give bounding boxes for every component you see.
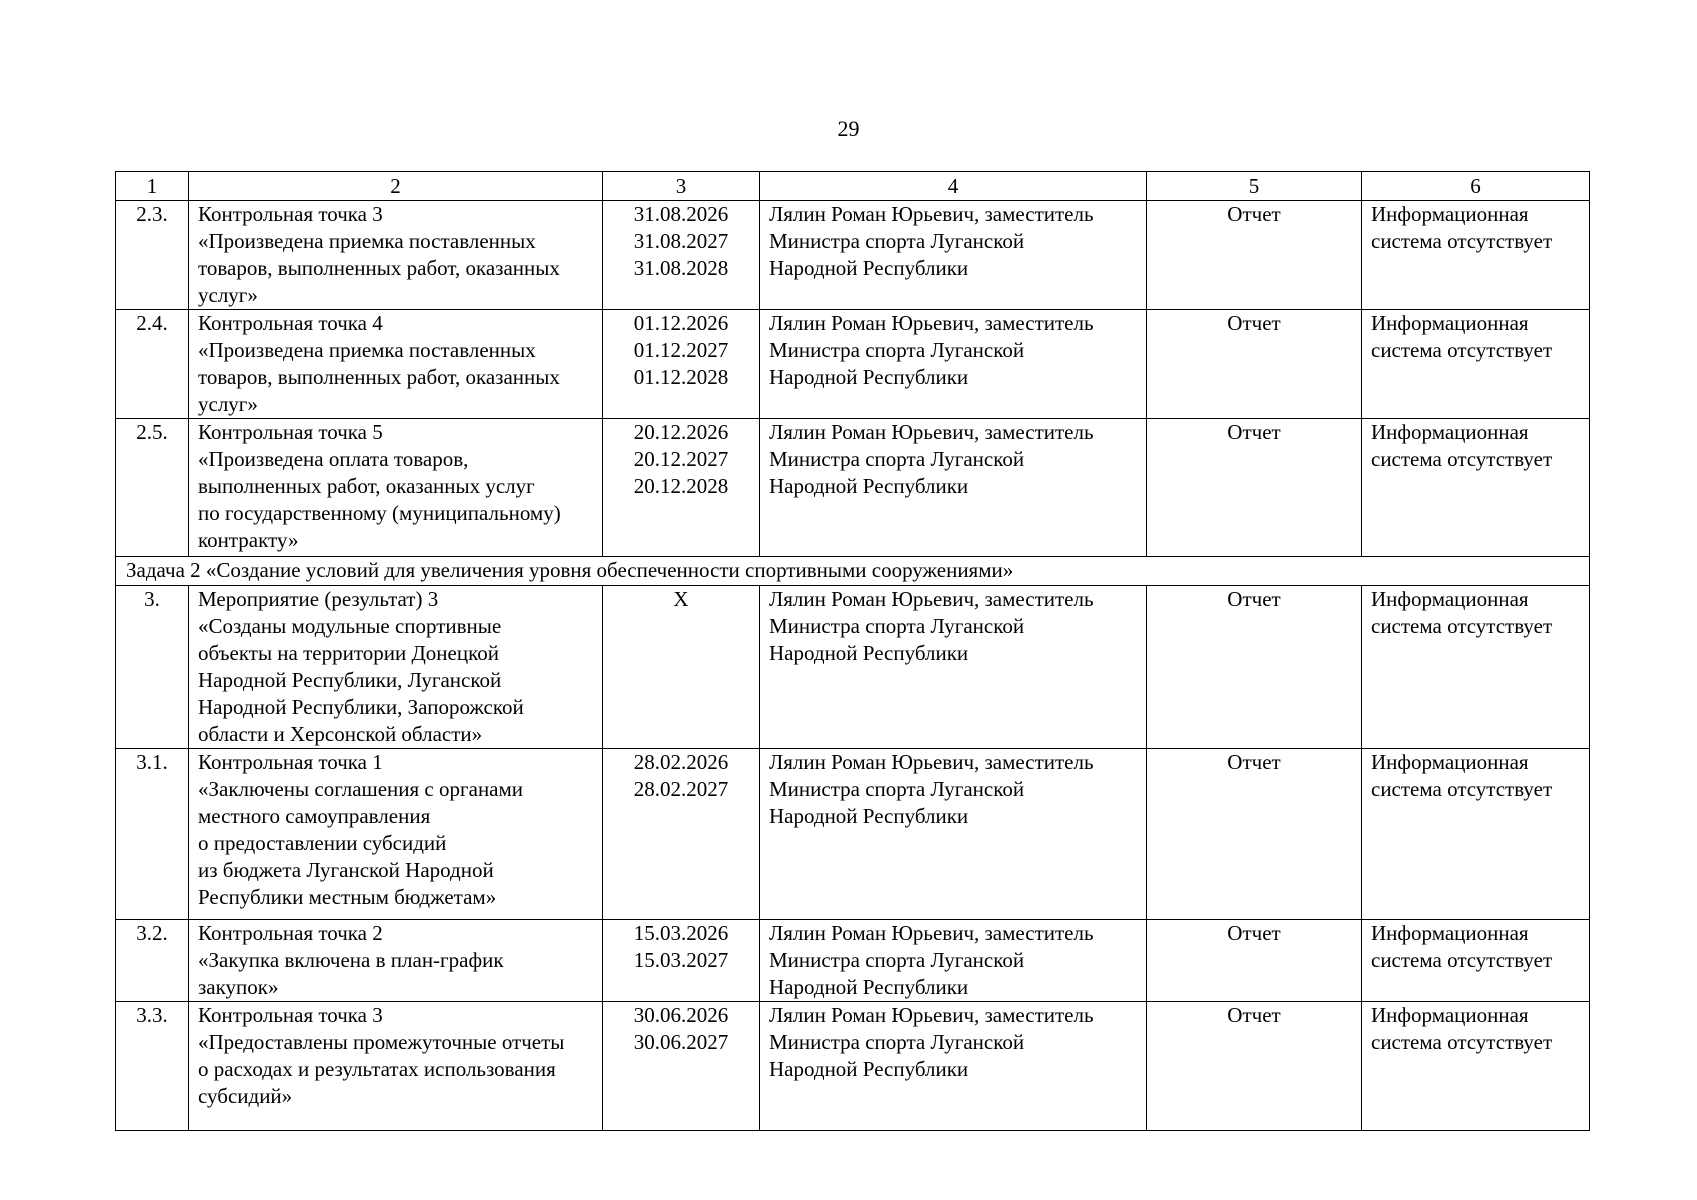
column-header: 6	[1362, 172, 1590, 201]
information-system-line: Информационная	[1371, 202, 1529, 226]
table-row	[116, 310, 1590, 419]
deadline-date: 20.12.2026	[633, 420, 729, 444]
deadline-date: 30.06.2026	[633, 1003, 729, 1027]
information-system-line: Информационная	[1371, 311, 1529, 335]
event-title-line: контракту»	[198, 528, 299, 552]
responsible-line: Лялин Роман Юрьевич, заместитель	[769, 750, 1094, 774]
deadline-date: 01.12.2026	[633, 311, 729, 335]
event-title	[189, 586, 603, 749]
document-type: Отчет	[1147, 920, 1362, 1002]
document-type: Отчет	[1147, 749, 1362, 920]
event-title-line: объекты на территории Донецкой	[198, 641, 499, 665]
deadline-dates	[603, 1002, 760, 1131]
event-title-line: субсидий»	[198, 1084, 293, 1108]
event-title-line: о расходах и результатах использования	[198, 1057, 556, 1081]
responsible-line: Министра спорта Луганской	[769, 777, 1025, 801]
event-title-line: закупок»	[198, 975, 279, 999]
information-system-line: система отсутствует	[1371, 948, 1553, 972]
event-title-line: о предоставлении субсидий	[198, 831, 447, 855]
information-system-line: система отсутствует	[1371, 777, 1553, 801]
information-system	[1362, 749, 1590, 920]
event-title-line: «Произведена приемка поставленных	[198, 338, 536, 362]
event-title-line: «Произведена оплата товаров,	[198, 447, 469, 471]
event-title-line: Народной Республики, Луганской	[198, 668, 502, 692]
row-number: 2.4.	[116, 310, 189, 419]
deadline-dates	[603, 201, 760, 310]
deadline-date: 28.02.2026	[633, 750, 729, 774]
responsible-person	[760, 310, 1147, 419]
responsible-line: Министра спорта Луганской	[769, 229, 1025, 253]
event-title	[189, 310, 603, 419]
information-system-line: Информационная	[1371, 921, 1529, 945]
information-system-line: система отсутствует	[1371, 229, 1553, 253]
responsible-person	[760, 201, 1147, 310]
event-title-line: товаров, выполненных работ, оказанных	[198, 365, 560, 389]
responsible-line: Лялин Роман Юрьевич, заместитель	[769, 921, 1094, 945]
responsible-line: Народной Республики	[769, 641, 969, 665]
row-number: 3.1.	[116, 749, 189, 920]
event-title-line: Контрольная точка 3	[198, 1003, 383, 1027]
responsible-person	[760, 1002, 1147, 1131]
document-type: Отчет	[1147, 586, 1362, 749]
information-system-line: система отсутствует	[1371, 1030, 1553, 1054]
responsible-line: Народной Республики	[769, 256, 969, 280]
event-title-line: Мероприятие (результат) 3	[198, 587, 439, 611]
event-title-line: услуг»	[198, 392, 258, 416]
responsible-line: Министра спорта Луганской	[769, 614, 1025, 638]
event-title-line: Народной Республики, Запорожской	[198, 695, 524, 719]
row-number: 2.5.	[116, 419, 189, 557]
document-type: Отчет	[1147, 419, 1362, 557]
deadline-date: 31.08.2027	[633, 229, 729, 253]
responsible-line: Министра спорта Луганской	[769, 1030, 1025, 1054]
responsible-line: Министра спорта Луганской	[769, 338, 1025, 362]
information-system	[1362, 201, 1590, 310]
event-title-line: Контрольная точка 2	[198, 921, 383, 945]
responsible-line: Лялин Роман Юрьевич, заместитель	[769, 420, 1094, 444]
event-title-line: Республики местным бюджетам»	[198, 885, 497, 909]
event-title-line: Контрольная точка 5	[198, 420, 383, 444]
event-title-line: Контрольная точка 4	[198, 311, 383, 335]
column-header: 2	[189, 172, 603, 201]
event-title	[189, 920, 603, 1002]
event-title-line: «Предоставлены промежуточные отчеты	[198, 1030, 565, 1054]
deadline-dates	[603, 419, 760, 557]
deadline-dates	[603, 310, 760, 419]
event-title-line: местного самоуправления	[198, 804, 431, 828]
table-row	[116, 201, 1590, 310]
event-title-line: по государственному (муниципальному)	[198, 501, 561, 525]
header-row	[116, 172, 1590, 201]
deadline-date: 20.12.2027	[633, 447, 729, 471]
task-row	[116, 557, 1590, 586]
event-title-line: товаров, выполненных работ, оказанных	[198, 256, 560, 280]
document-type: Отчет	[1147, 1002, 1362, 1131]
responsible-line: Народной Республики	[769, 365, 969, 389]
deadline-date: 01.12.2027	[633, 338, 729, 362]
responsible-line: Народной Республики	[769, 804, 969, 828]
responsible-line: Лялин Роман Юрьевич, заместитель	[769, 311, 1094, 335]
deadline-date: 01.12.2028	[633, 365, 729, 389]
deadline-date: 15.03.2027	[633, 948, 729, 972]
event-title	[189, 201, 603, 310]
column-header: 5	[1147, 172, 1362, 201]
responsible-person	[760, 749, 1147, 920]
information-system-line: система отсутствует	[1371, 447, 1553, 471]
row-number: 3.2.	[116, 920, 189, 1002]
responsible-person	[760, 920, 1147, 1002]
information-system	[1362, 419, 1590, 557]
event-title	[189, 1002, 603, 1131]
task-title: Задача 2 «Создание условий для увеличения уровня обеспеченности спортивными сооружениями»	[116, 557, 1590, 586]
event-title-line: «Произведена приемка поставленных	[198, 229, 536, 253]
responsible-line: Народной Республики	[769, 474, 969, 498]
table-row	[116, 749, 1590, 920]
row-number: 2.3.	[116, 201, 189, 310]
event-title-line: «Закупка включена в план-график	[198, 948, 504, 972]
information-system-line: Информационная	[1371, 750, 1529, 774]
information-system	[1362, 586, 1590, 749]
column-header: 1	[116, 172, 189, 201]
information-system-line: система отсутствует	[1371, 338, 1553, 362]
page-number: 29	[837, 116, 860, 141]
row-number: 3.	[116, 586, 189, 749]
deadline-date: 28.02.2027	[633, 777, 729, 801]
event-title-line: «Созданы модульные спортивные	[198, 614, 502, 638]
table-row	[116, 1002, 1590, 1131]
event-title	[189, 419, 603, 557]
information-system-line: Информационная	[1371, 587, 1529, 611]
event-title	[189, 749, 603, 920]
responsible-line: Министра спорта Луганской	[769, 948, 1025, 972]
responsible-line: Лялин Роман Юрьевич, заместитель	[769, 202, 1094, 226]
information-system-line: Информационная	[1371, 420, 1529, 444]
event-title-line: выполненных работ, оказанных услуг	[198, 474, 535, 498]
event-title-line: Контрольная точка 1	[198, 750, 383, 774]
event-title-line: области и Херсонской области»	[198, 722, 483, 746]
responsible-line: Лялин Роман Юрьевич, заместитель	[769, 587, 1094, 611]
event-title-line: Контрольная точка 3	[198, 202, 383, 226]
responsible-person	[760, 419, 1147, 557]
column-header: 3	[603, 172, 760, 201]
deadline-dates	[603, 749, 760, 920]
deadline-dates	[603, 920, 760, 1002]
information-system	[1362, 1002, 1590, 1131]
deadline-date: 15.03.2026	[633, 921, 729, 945]
deadline-date: 31.08.2028	[633, 256, 729, 280]
deadline-dates	[603, 586, 760, 749]
event-title-line: «Заключены соглашения с органами	[198, 777, 524, 801]
document-type: Отчет	[1147, 201, 1362, 310]
information-system	[1362, 310, 1590, 419]
information-system-line: Информационная	[1371, 1003, 1529, 1027]
deadline-date: 31.08.2026	[633, 202, 729, 226]
information-system	[1362, 920, 1590, 1002]
responsible-line: Министра спорта Луганской	[769, 447, 1025, 471]
column-header: 4	[760, 172, 1147, 201]
responsible-line: Лялин Роман Юрьевич, заместитель	[769, 1003, 1094, 1027]
table-row	[116, 419, 1590, 557]
plan-table	[115, 171, 1590, 1131]
responsible-line: Народной Республики	[769, 975, 969, 999]
table-row	[116, 586, 1590, 749]
event-title-line: из бюджета Луганской Народной	[198, 858, 494, 882]
table-row	[116, 920, 1590, 1002]
document-type: Отчет	[1147, 310, 1362, 419]
event-title-line: услуг»	[198, 283, 258, 307]
deadline-date: 20.12.2028	[633, 474, 729, 498]
deadline-date: 30.06.2027	[633, 1030, 729, 1054]
deadline-date: X	[673, 587, 689, 611]
responsible-person	[760, 586, 1147, 749]
responsible-line: Народной Республики	[769, 1057, 969, 1081]
information-system-line: система отсутствует	[1371, 614, 1553, 638]
row-number: 3.3.	[116, 1002, 189, 1131]
